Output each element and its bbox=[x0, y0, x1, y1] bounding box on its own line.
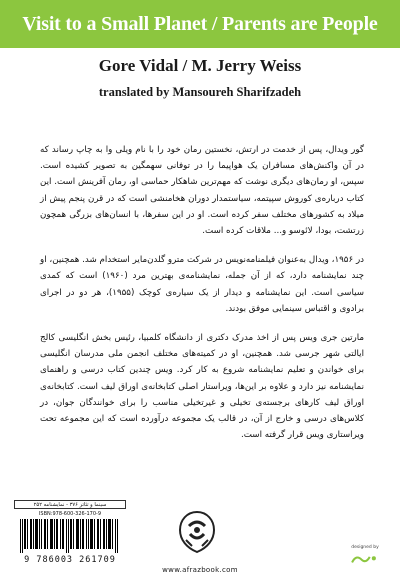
authors: Gore Vidal / M. Jerry Weiss bbox=[98, 56, 302, 75]
isbn: ISBN:978-600-326-170-9 bbox=[38, 511, 102, 517]
publisher-website: www.afrazbook.com bbox=[162, 566, 238, 574]
title-band bbox=[0, 0, 400, 48]
designed-by-label: designed by bbox=[351, 545, 379, 550]
blurb-text bbox=[40, 142, 364, 456]
series-number: سینما و تئاتر ۳۷۶ - نمایشنامه ۲۵۲ bbox=[14, 500, 126, 509]
blurb-paragraph-2: در ۱۹۵۶، ویدال به‌عنوان فیلمنامه‌نویس در شرکت مترو گلدن‌مایر استخدام شد. همچنین، او چند نمایشنامه دارد، که از آن جمله، نمایشنامه‌ی بهترین مرد (۱۹۶۰) است که کمدی سیاسی است. این نمایشنامه و دیدار از یک سیاره‌ی کوچک (۱۹۵۵)، هر دو در اجرای برادوی و اقتباس سینمایی موفق بودند. bbox=[40, 255, 365, 314]
barcode-number: 9 786003 261709 bbox=[24, 555, 116, 565]
book-titles: Visit to a Small Planet / Parents are People bbox=[22, 12, 378, 35]
blurb-paragraph-1: گور ویدال، پس از خدمت در ارتش، نخستین رمان خود را با نام ویلی وا به چاپ رساند که در آن واکنش‌های مسافران یک هواپیما را در توفانی سهمگین به تصویر کشیده است. سپس، او رمان‌های دیگری نوشت که مهم‌ترین شاهکار حماسی او، رمان آفرینش است. این کتاب درباره‌ی کوروش سپیتمه، سیاستمدار دوران هخامنشی است که در قرن پنجم پیش از میلاد به کشورهای مختلف سفر کرده است. او در این سفرها، با انسان‌های بزرگی همچون زرتشت، بودا، لائوسو و... ملاقات کرده است. bbox=[40, 145, 364, 237]
blurb-paragraph-3: مارتین جری ویس پس از اخذ مدرک دکتری از دانشگاه کلمبیا، رئیس بخش انگلیسی کالج ایالتی شهر جرسی شد. همچنین، او در کمیته‌های مختلف انجمن ملی مدرسان انگلیسی برای خواندن و تعلیم نمایشنامه شروع به کار کرد. ویس چندین کتاب درسی و راهنمای نمایشنامه نیز دارد و علاوه بر این‌ها، ویراستار اصلی کتابخانه‌ی اوراق لیف است. کتابخانه‌ی اوراق لیف کارهای برجسته‌ی تخیلی و غیرتخیلی مناسب را برای خوانندگان جوان، در کلاس‌های درسی و خارج از آن، در قالب یک مجموعه درآورده است که این مجموعه تحت ویراستاری ویس قرار گرفته است. bbox=[40, 333, 364, 441]
designer-mark-icon bbox=[348, 551, 382, 567]
barcode-icon bbox=[20, 519, 120, 553]
publisher-logo-icon bbox=[172, 508, 222, 556]
translator-credit: translated by Mansoureh Sharifzadeh bbox=[98, 85, 302, 99]
